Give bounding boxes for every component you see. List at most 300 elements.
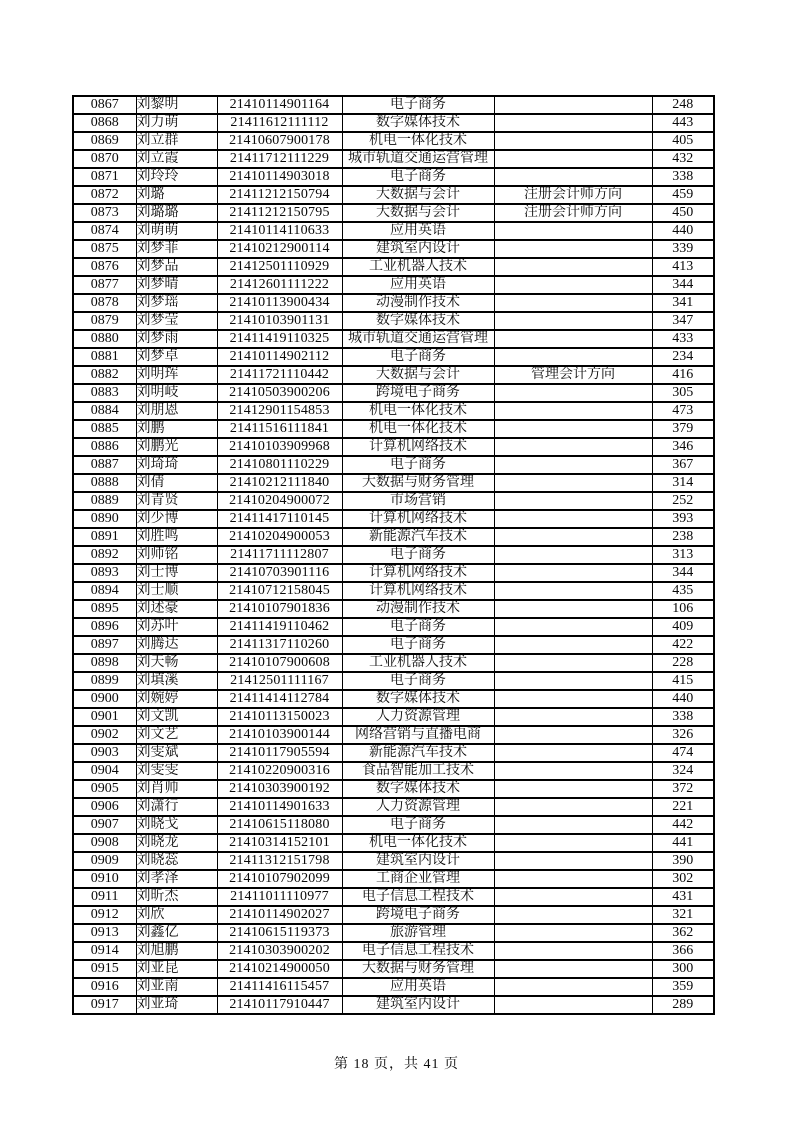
cell-专业方向 <box>494 600 652 618</box>
cell-专业: 电子信息工程技术 <box>342 942 494 960</box>
cell-专业方向 <box>494 870 652 888</box>
cell-姓名: 刘朋恩 <box>136 402 217 420</box>
cell-姓名: 刘昕杰 <box>136 888 217 906</box>
cell-专业: 数字媒体技术 <box>342 114 494 132</box>
cell-专业: 大数据与会计 <box>342 366 494 384</box>
cell-专业方向 <box>494 582 652 600</box>
cell-序号: 0890 <box>73 510 136 528</box>
cell-专业: 计算机网络技术 <box>342 564 494 582</box>
cell-考生号: 21410303900202 <box>217 942 342 960</box>
cell-序号: 0910 <box>73 870 136 888</box>
cell-专业: 工业机器人技术 <box>342 258 494 276</box>
cell-成绩: 474 <box>652 744 714 762</box>
table-row <box>73 276 714 294</box>
table-row <box>73 438 714 456</box>
cell-专业方向 <box>494 276 652 294</box>
cell-专业方向 <box>494 132 652 150</box>
cell-成绩: 313 <box>652 546 714 564</box>
cell-成绩: 314 <box>652 474 714 492</box>
table-row <box>73 384 714 402</box>
cell-姓名: 刘填溪 <box>136 672 217 690</box>
table-row <box>73 654 714 672</box>
cell-姓名: 刘玲玲 <box>136 168 217 186</box>
cell-姓名: 刘胜鸣 <box>136 528 217 546</box>
cell-考生号: 21411516111841 <box>217 420 342 438</box>
table-row <box>73 798 714 816</box>
cell-序号: 0877 <box>73 276 136 294</box>
table-row <box>73 168 714 186</box>
cell-序号: 0915 <box>73 960 136 978</box>
cell-姓名: 刘晓龙 <box>136 834 217 852</box>
cell-专业: 机电一体化技术 <box>342 132 494 150</box>
cell-专业方向 <box>494 222 652 240</box>
cell-专业方向 <box>494 888 652 906</box>
cell-考生号: 21411212150794 <box>217 186 342 204</box>
cell-序号: 0885 <box>73 420 136 438</box>
cell-序号: 0867 <box>73 96 136 114</box>
cell-序号: 0891 <box>73 528 136 546</box>
cell-成绩: 390 <box>652 852 714 870</box>
cell-成绩: 442 <box>652 816 714 834</box>
cell-成绩: 405 <box>652 132 714 150</box>
cell-专业: 大数据与会计 <box>342 204 494 222</box>
cell-专业: 计算机网络技术 <box>342 510 494 528</box>
table-row <box>73 924 714 942</box>
cell-序号: 0906 <box>73 798 136 816</box>
cell-姓名: 刘晓蕊 <box>136 852 217 870</box>
cell-成绩: 252 <box>652 492 714 510</box>
table-row <box>73 816 714 834</box>
cell-成绩: 440 <box>652 222 714 240</box>
cell-专业: 工业机器人技术 <box>342 654 494 672</box>
table-row <box>73 348 714 366</box>
cell-专业: 城市轨道交通运营管理 <box>342 330 494 348</box>
cell-考生号: 21410117910447 <box>217 996 342 1014</box>
cell-考生号: 21410204900053 <box>217 528 342 546</box>
student-table-body <box>73 96 714 1014</box>
cell-专业: 动漫制作技术 <box>342 294 494 312</box>
cell-专业: 市场营销 <box>342 492 494 510</box>
cell-姓名: 刘婉婷 <box>136 690 217 708</box>
cell-专业方向 <box>494 672 652 690</box>
table-row <box>73 204 714 222</box>
cell-成绩: 433 <box>652 330 714 348</box>
cell-姓名: 刘潇行 <box>136 798 217 816</box>
cell-序号: 0871 <box>73 168 136 186</box>
cell-序号: 0881 <box>73 348 136 366</box>
cell-专业: 城市轨道交通运营管理 <box>342 150 494 168</box>
cell-姓名: 刘述豪 <box>136 600 217 618</box>
cell-成绩: 443 <box>652 114 714 132</box>
cell-序号: 0876 <box>73 258 136 276</box>
table-row <box>73 618 714 636</box>
cell-姓名: 刘梦晴 <box>136 276 217 294</box>
cell-序号: 0886 <box>73 438 136 456</box>
table-row <box>73 744 714 762</box>
cell-成绩: 289 <box>652 996 714 1014</box>
cell-专业方向: 注册会计师方向 <box>494 186 652 204</box>
cell-考生号: 21410703901116 <box>217 564 342 582</box>
cell-序号: 0882 <box>73 366 136 384</box>
cell-专业方向 <box>494 510 652 528</box>
cell-姓名: 刘雯斌 <box>136 744 217 762</box>
cell-成绩: 362 <box>652 924 714 942</box>
cell-专业: 电子商务 <box>342 348 494 366</box>
table-row <box>73 708 714 726</box>
cell-考生号: 21410615118080 <box>217 816 342 834</box>
cell-序号: 0899 <box>73 672 136 690</box>
cell-专业: 工商企业管理 <box>342 870 494 888</box>
cell-姓名: 刘明岐 <box>136 384 217 402</box>
cell-专业: 电子商务 <box>342 456 494 474</box>
cell-成绩: 324 <box>652 762 714 780</box>
cell-序号: 0909 <box>73 852 136 870</box>
cell-姓名: 刘雯雯 <box>136 762 217 780</box>
cell-成绩: 326 <box>652 726 714 744</box>
cell-专业: 建筑室内设计 <box>342 852 494 870</box>
cell-专业方向 <box>494 654 652 672</box>
table-row <box>73 834 714 852</box>
cell-序号: 0902 <box>73 726 136 744</box>
cell-专业方向 <box>494 978 652 996</box>
cell-专业方向: 注册会计师方向 <box>494 204 652 222</box>
cell-序号: 0907 <box>73 816 136 834</box>
cell-专业: 电子商务 <box>342 816 494 834</box>
table-row <box>73 996 714 1014</box>
table-row <box>73 402 714 420</box>
cell-姓名: 刘梦莹 <box>136 312 217 330</box>
cell-姓名: 刘力萌 <box>136 114 217 132</box>
cell-专业方向 <box>494 258 652 276</box>
cell-专业: 新能源汽车技术 <box>342 528 494 546</box>
table-row <box>73 294 714 312</box>
table-row <box>73 600 714 618</box>
cell-考生号: 21410220900316 <box>217 762 342 780</box>
cell-考生号: 21410615119373 <box>217 924 342 942</box>
cell-序号: 0898 <box>73 654 136 672</box>
cell-专业: 计算机网络技术 <box>342 582 494 600</box>
cell-考生号: 21410212111840 <box>217 474 342 492</box>
cell-姓名: 刘青贤 <box>136 492 217 510</box>
cell-专业方向 <box>494 762 652 780</box>
table-row <box>73 474 714 492</box>
cell-考生号: 21410114110633 <box>217 222 342 240</box>
table-row <box>73 852 714 870</box>
cell-姓名: 刘师铭 <box>136 546 217 564</box>
cell-姓名: 刘立群 <box>136 132 217 150</box>
cell-序号: 0879 <box>73 312 136 330</box>
cell-姓名: 刘梦卓 <box>136 348 217 366</box>
cell-专业: 电子商务 <box>342 618 494 636</box>
cell-专业: 机电一体化技术 <box>342 402 494 420</box>
table-row <box>73 780 714 798</box>
cell-成绩: 366 <box>652 942 714 960</box>
cell-姓名: 刘梦菲 <box>136 240 217 258</box>
cell-姓名: 刘晓戈 <box>136 816 217 834</box>
cell-专业方向 <box>494 546 652 564</box>
cell-专业: 应用英语 <box>342 978 494 996</box>
cell-成绩: 432 <box>652 150 714 168</box>
cell-考生号: 21411416115457 <box>217 978 342 996</box>
cell-专业方向 <box>494 618 652 636</box>
cell-姓名: 刘腾达 <box>136 636 217 654</box>
table-row <box>73 690 714 708</box>
cell-考生号: 21411419110462 <box>217 618 342 636</box>
table-row <box>73 132 714 150</box>
cell-序号: 0878 <box>73 294 136 312</box>
cell-专业: 动漫制作技术 <box>342 600 494 618</box>
cell-专业: 电子商务 <box>342 96 494 114</box>
cell-姓名: 刘明珲 <box>136 366 217 384</box>
cell-序号: 0917 <box>73 996 136 1014</box>
cell-成绩: 106 <box>652 600 714 618</box>
table-row <box>73 150 714 168</box>
table-row <box>73 492 714 510</box>
table-row <box>73 870 714 888</box>
cell-专业: 人力资源管理 <box>342 708 494 726</box>
cell-姓名: 刘少博 <box>136 510 217 528</box>
cell-专业: 应用英语 <box>342 222 494 240</box>
table-row <box>73 726 714 744</box>
cell-序号: 0870 <box>73 150 136 168</box>
cell-考生号: 21411414112784 <box>217 690 342 708</box>
cell-序号: 0883 <box>73 384 136 402</box>
cell-专业方向 <box>494 528 652 546</box>
cell-专业方向 <box>494 402 652 420</box>
page-footer: 第 18 页，共 41 页 <box>334 1057 459 1072</box>
cell-考生号: 21410107901836 <box>217 600 342 618</box>
cell-成绩: 379 <box>652 420 714 438</box>
cell-序号: 0911 <box>73 888 136 906</box>
cell-成绩: 339 <box>652 240 714 258</box>
cell-成绩: 338 <box>652 708 714 726</box>
cell-姓名: 刘肖帅 <box>136 780 217 798</box>
cell-专业: 计算机网络技术 <box>342 438 494 456</box>
cell-专业方向 <box>494 96 652 114</box>
table-row <box>73 942 714 960</box>
cell-专业: 旅游管理 <box>342 924 494 942</box>
cell-成绩: 302 <box>652 870 714 888</box>
cell-成绩: 415 <box>652 672 714 690</box>
cell-专业方向 <box>494 492 652 510</box>
cell-成绩: 305 <box>652 384 714 402</box>
cell-姓名: 刘亚昆 <box>136 960 217 978</box>
cell-专业: 应用英语 <box>342 276 494 294</box>
cell-专业方向 <box>494 312 652 330</box>
cell-成绩: 422 <box>652 636 714 654</box>
cell-专业: 食品智能加工技术 <box>342 762 494 780</box>
cell-专业方向 <box>494 816 652 834</box>
table-row <box>73 312 714 330</box>
cell-姓名: 刘亚南 <box>136 978 217 996</box>
cell-成绩: 473 <box>652 402 714 420</box>
cell-专业方向 <box>494 834 652 852</box>
cell-姓名: 刘鹏 <box>136 420 217 438</box>
table-row <box>73 564 714 582</box>
cell-姓名: 刘萌萌 <box>136 222 217 240</box>
cell-考生号: 21410103900144 <box>217 726 342 744</box>
cell-姓名: 刘孝泽 <box>136 870 217 888</box>
table-row <box>73 906 714 924</box>
cell-专业: 跨境电子商务 <box>342 906 494 924</box>
cell-专业: 人力资源管理 <box>342 798 494 816</box>
table-row <box>73 546 714 564</box>
cell-考生号: 21410303900192 <box>217 780 342 798</box>
cell-专业方向 <box>494 960 652 978</box>
cell-姓名: 刘文凯 <box>136 708 217 726</box>
cell-序号: 0887 <box>73 456 136 474</box>
cell-序号: 0912 <box>73 906 136 924</box>
cell-专业: 大数据与会计 <box>342 186 494 204</box>
cell-姓名: 刘鑫亿 <box>136 924 217 942</box>
cell-成绩: 344 <box>652 564 714 582</box>
cell-姓名: 刘璐璐 <box>136 204 217 222</box>
cell-专业: 建筑室内设计 <box>342 996 494 1014</box>
cell-考生号: 21410103901131 <box>217 312 342 330</box>
cell-成绩: 238 <box>652 528 714 546</box>
cell-专业: 跨境电子商务 <box>342 384 494 402</box>
cell-考生号: 21410107900608 <box>217 654 342 672</box>
cell-序号: 0900 <box>73 690 136 708</box>
cell-成绩: 338 <box>652 168 714 186</box>
cell-姓名: 刘天畅 <box>136 654 217 672</box>
cell-专业: 电子商务 <box>342 672 494 690</box>
cell-专业: 数字媒体技术 <box>342 690 494 708</box>
cell-考生号: 21411712111229 <box>217 150 342 168</box>
cell-考生号: 21411212150795 <box>217 204 342 222</box>
cell-成绩: 372 <box>652 780 714 798</box>
cell-专业方向 <box>494 708 652 726</box>
cell-考生号: 21411711112807 <box>217 546 342 564</box>
cell-序号: 0888 <box>73 474 136 492</box>
cell-考生号: 21410114903018 <box>217 168 342 186</box>
cell-成绩: 450 <box>652 204 714 222</box>
cell-专业方向 <box>494 168 652 186</box>
student-score-table <box>72 95 715 1015</box>
cell-姓名: 刘欣 <box>136 906 217 924</box>
table-row <box>73 762 714 780</box>
cell-考生号: 21410113150023 <box>217 708 342 726</box>
cell-成绩: 346 <box>652 438 714 456</box>
table-row <box>73 186 714 204</box>
cell-专业方向 <box>494 798 652 816</box>
cell-专业方向 <box>494 294 652 312</box>
cell-考生号: 21410712158045 <box>217 582 342 600</box>
cell-序号: 0873 <box>73 204 136 222</box>
cell-成绩: 409 <box>652 618 714 636</box>
cell-成绩: 344 <box>652 276 714 294</box>
cell-成绩: 234 <box>652 348 714 366</box>
cell-考生号: 21411417110145 <box>217 510 342 528</box>
cell-成绩: 221 <box>652 798 714 816</box>
cell-专业方向 <box>494 744 652 762</box>
table-row <box>73 366 714 384</box>
cell-姓名: 刘梦雨 <box>136 330 217 348</box>
table-row <box>73 222 714 240</box>
cell-成绩: 359 <box>652 978 714 996</box>
cell-专业: 电子信息工程技术 <box>342 888 494 906</box>
cell-成绩: 300 <box>652 960 714 978</box>
cell-序号: 0896 <box>73 618 136 636</box>
table-row <box>73 978 714 996</box>
table-row <box>73 114 714 132</box>
cell-序号: 0895 <box>73 600 136 618</box>
cell-序号: 0884 <box>73 402 136 420</box>
cell-考生号: 21410801110229 <box>217 456 342 474</box>
cell-序号: 0908 <box>73 834 136 852</box>
cell-序号: 0889 <box>73 492 136 510</box>
cell-序号: 0869 <box>73 132 136 150</box>
cell-序号: 0893 <box>73 564 136 582</box>
cell-专业方向 <box>494 438 652 456</box>
cell-专业方向 <box>494 348 652 366</box>
cell-序号: 0875 <box>73 240 136 258</box>
cell-成绩: 393 <box>652 510 714 528</box>
cell-成绩: 441 <box>652 834 714 852</box>
table-row <box>73 528 714 546</box>
cell-专业: 机电一体化技术 <box>342 834 494 852</box>
table-row <box>73 582 714 600</box>
cell-专业方向 <box>494 456 652 474</box>
cell-成绩: 431 <box>652 888 714 906</box>
table-row <box>73 96 714 114</box>
cell-序号: 0880 <box>73 330 136 348</box>
cell-考生号: 21411312151798 <box>217 852 342 870</box>
cell-专业: 机电一体化技术 <box>342 420 494 438</box>
cell-专业: 网络营销与直播电商 <box>342 726 494 744</box>
cell-序号: 0904 <box>73 762 136 780</box>
table-row <box>73 672 714 690</box>
cell-序号: 0892 <box>73 546 136 564</box>
cell-专业: 电子商务 <box>342 546 494 564</box>
cell-序号: 0897 <box>73 636 136 654</box>
cell-序号: 0894 <box>73 582 136 600</box>
cell-专业方向 <box>494 780 652 798</box>
cell-成绩: 413 <box>652 258 714 276</box>
cell-专业方向: 管理会计方向 <box>494 366 652 384</box>
cell-考生号: 21410214900050 <box>217 960 342 978</box>
cell-专业方向 <box>494 852 652 870</box>
cell-成绩: 228 <box>652 654 714 672</box>
cell-序号: 0916 <box>73 978 136 996</box>
cell-专业方向 <box>494 420 652 438</box>
cell-专业方向 <box>494 942 652 960</box>
cell-专业: 电子商务 <box>342 636 494 654</box>
cell-专业方向 <box>494 636 652 654</box>
cell-考生号: 21412901154853 <box>217 402 342 420</box>
cell-专业方向 <box>494 726 652 744</box>
cell-考生号: 21411612111112 <box>217 114 342 132</box>
cell-考生号: 21412601111222 <box>217 276 342 294</box>
table-row <box>73 888 714 906</box>
cell-专业方向 <box>494 150 652 168</box>
cell-专业方向 <box>494 384 652 402</box>
cell-姓名: 刘璐 <box>136 186 217 204</box>
cell-考生号: 21412501111167 <box>217 672 342 690</box>
cell-考生号: 21410607900178 <box>217 132 342 150</box>
cell-专业: 建筑室内设计 <box>342 240 494 258</box>
cell-专业: 电子商务 <box>342 168 494 186</box>
cell-姓名: 刘琦琦 <box>136 456 217 474</box>
cell-姓名: 刘文艺 <box>136 726 217 744</box>
cell-专业: 数字媒体技术 <box>342 780 494 798</box>
cell-成绩: 341 <box>652 294 714 312</box>
cell-考生号: 21411721110442 <box>217 366 342 384</box>
cell-序号: 0901 <box>73 708 136 726</box>
cell-考生号: 21410114901164 <box>217 96 342 114</box>
cell-序号: 0914 <box>73 942 136 960</box>
cell-姓名: 刘亚琦 <box>136 996 217 1014</box>
